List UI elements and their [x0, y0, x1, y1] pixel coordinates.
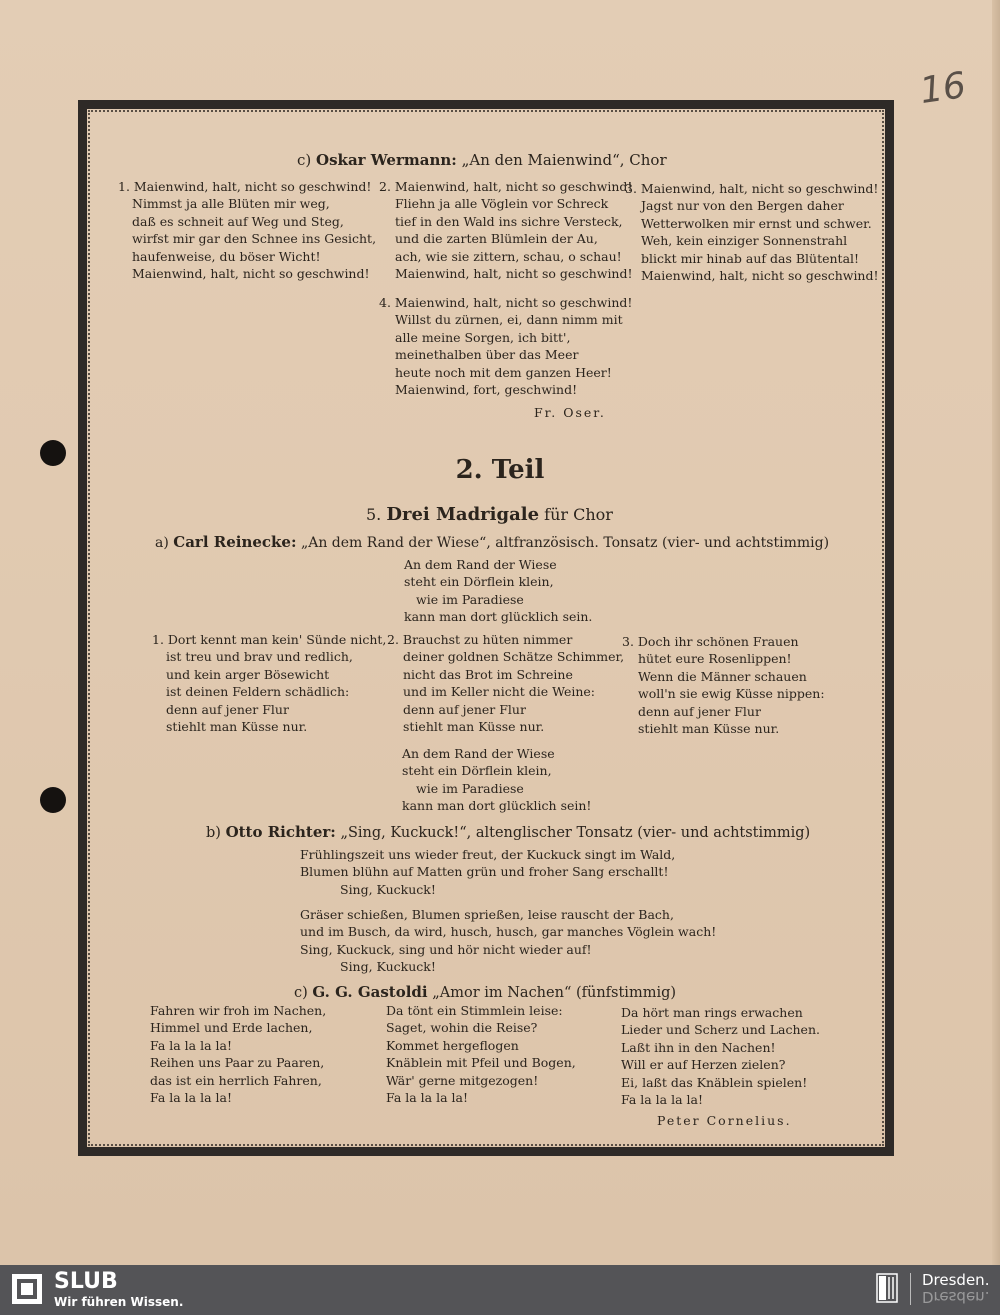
- oskar-verse-4: 4. Maienwind, halt, nicht so geschwind! Willst du zürnen, ei, dann nimm mit alle meine Sorgen, ich bitt', meinethalben über das Meer heute noch mit dem ganzen Heer! Maienwind, fort, geschwind!: [379, 295, 633, 398]
- footer-divider: [910, 1273, 911, 1305]
- gastoldi-author: Peter Cornelius.: [657, 1113, 792, 1128]
- richter-stanza-2: Gräser schießen, Blumen sprießen, leise rauscht der Bach, und im Busch, da wird, husch, husch, gar manches Vöglein wach! Sing, Kuckuck, sing und hör nicht wieder auf! Sing, Kuckuck!: [300, 907, 717, 975]
- reinecke-verse-3: 3. Doch ihr schönen Frauen hütet eure Rosenlippen! Wenn die Männer schauen woll'n sie ewig Küsse nippen: denn auf jener Flur stiehlt man Küsse nur.: [622, 634, 825, 737]
- dresden-crest-icon: [876, 1273, 898, 1303]
- reinecke-heading: a) Carl Reinecke: „An dem Rand der Wiese“, altfranzösisch. Tonsatz (vier- und achtstimmig): [155, 533, 830, 551]
- city-name-reflection: Dresden.: [922, 1288, 990, 1306]
- oskar-verse-1: 1. Maienwind, halt, nicht so geschwind! Nimmst ja alle Blüten mir weg, daß es schneit auf Weg und Steg, wirfst mir gar den Schnee ins Gesicht, haufenweise, du böser Wicht! Maienwind, halt, nicht so geschwind!: [118, 179, 377, 282]
- reinecke-verse-1: 1. Dort kennt man kein' Sünde nicht, ist treu und brav und redlich, und kein arger Bösewicht ist deinen Feldern schädlich: denn auf jener Flur stiehlt man Küsse nur.: [152, 632, 387, 735]
- viewer-footer: [0, 1265, 1000, 1315]
- richter-heading: b) Otto Richter: „Sing, Kuckuck!“, altenglischer Tonsatz (vier- und achtstimmig): [206, 823, 811, 841]
- reinecke-verse-2: 2. Brauchst zu hüten nimmer deiner goldnen Schätze Schimmer, nicht das Brot im Schreine und im Keller nicht die Weine: denn auf jener Flur stiehlt man Küsse nur.: [387, 632, 625, 735]
- oskar-verse-2: 2. Maienwind, halt, nicht so geschwind! Fliehn ja alle Vöglein vor Schreck tief in den Wald ins sichre Versteck, und die zarten Blümlein der Au, ach, wie sie zittern, schau, o schau! Maienwind, halt, nicht so geschwind!: [379, 179, 633, 282]
- library-name[interactable]: SLUB: [54, 1269, 118, 1294]
- page-number: 16: [917, 65, 969, 112]
- reinecke-refrain-top: An dem Rand der Wiese steht ein Dörflein klein, wie im Paradiese kann man dort glücklich sein.: [404, 557, 593, 625]
- slub-logo-icon[interactable]: [12, 1274, 42, 1304]
- oskar-author: Fr. Oser.: [534, 405, 606, 420]
- oskar-heading: c) Oskar Wermann: „An den Maienwind“, Chor: [297, 151, 667, 169]
- gastoldi-heading: c) G. G. Gastoldi „Amor im Nachen“ (fünfstimmig): [294, 983, 677, 1001]
- oskar-verse-3: 3. Maienwind, halt, nicht so geschwind! Jagst nur von den Bergen daher Wetterwolken mir ernst und schwer. Weh, kein einziger Sonnenstrahl blickt mir hinab auf das Blütental! Maienwind, halt, nicht so geschwind!: [625, 181, 879, 284]
- richter-stanza-1: Frühlingszeit uns wieder freut, der Kuckuck singt im Wald, Blumen blühn auf Matten grün und froher Sang erschallt! Sing, Kuckuck!: [300, 847, 676, 897]
- library-tagline: Wir führen Wissen.: [54, 1295, 184, 1309]
- part-title: 2. Teil: [455, 455, 545, 485]
- punch-hole: [40, 787, 66, 813]
- city-name[interactable]: Dresden.: [922, 1271, 990, 1289]
- gastoldi-col-1: Fahren wir froh im Nachen, Himmel und Erde lachen, Fa la la la la! Reihen uns Paar zu Paaren, das ist ein herrlich Fahren, Fa la la la la!: [150, 1003, 327, 1106]
- gastoldi-col-2: Da tönt ein Stimmlein leise: Saget, wohin die Reise? Kommet hergeflogen Knäblein mit Pfeil und Bogen, Wär' gerne mitgezogen! Fa la la la la!: [386, 1003, 576, 1106]
- madrigals-heading: 5. Drei Madrigale für Chor: [366, 504, 613, 525]
- gastoldi-col-3: Da hört man rings erwachen Lieder und Scherz und Lachen. Laßt ihn in den Nachen! Will er auf Herzen zielen? Ei, laßt das Knäblein spielen! Fa la la la la!: [621, 1005, 820, 1108]
- reinecke-refrain-bottom: An dem Rand der Wiese steht ein Dörflein klein, wie im Paradiese kann man dort glücklich sein!: [402, 746, 592, 814]
